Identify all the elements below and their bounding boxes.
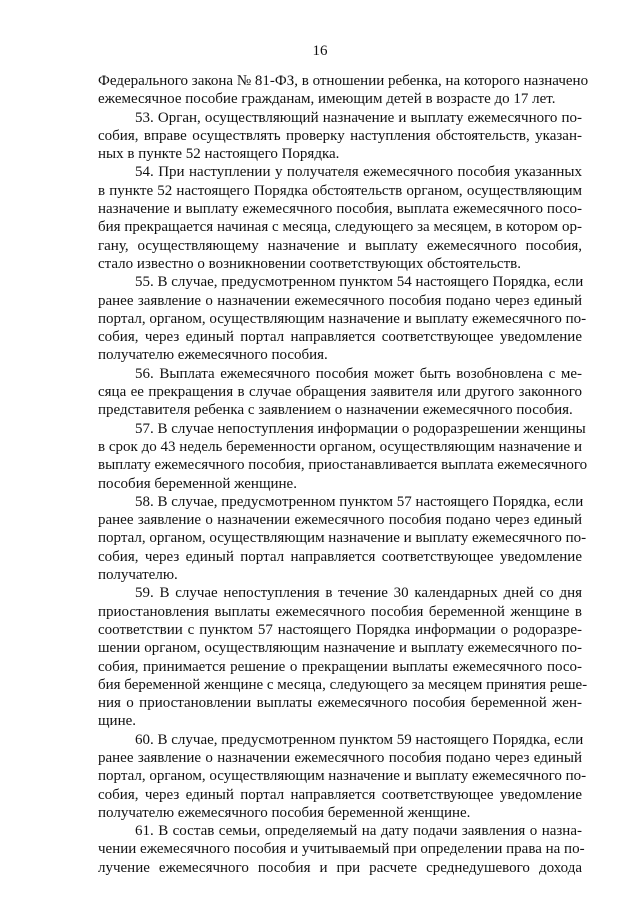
text-line: портал, органом, осуществляющим назначение и выплату ежемесячного по- xyxy=(98,530,587,547)
text-line: выплату ежемесячного пособия, приостанавливается выплата ежемесячного xyxy=(98,457,588,474)
text-line: 53. Орган, осуществляющий назначение и выплату ежемесячного по- xyxy=(135,109,582,126)
text-line: портал, органом, осуществляющим назначение и выплату ежемесячного по- xyxy=(98,768,587,785)
paragraph xyxy=(98,584,588,730)
text-line: бия прекращается начиная с месяца, следующего за месяцем, в котором ор- xyxy=(98,219,582,236)
text-line: 55. В случае, предусмотренном пунктом 54 настоящего Порядка, если xyxy=(135,274,584,291)
text-line: собия, через единый портал направляется соответствующее уведомление xyxy=(98,786,582,803)
text-line: 56. Выплата ежемесячного пособия может быть возобновлена с ме- xyxy=(135,365,582,382)
text-line: в пункте 52 настоящего Порядка обстоятельств органом, осуществляющим xyxy=(98,182,582,199)
text-line: бия беременной женщине с месяца, следующего за месяцем принятия реше- xyxy=(98,676,588,693)
text-line: ранее заявление о назначении ежемесячного пособия подано через единый xyxy=(98,292,582,309)
text-line: гану, осуществляющему назначение и выплату ежемесячного пособия, xyxy=(98,237,582,254)
text-line: портал, органом, осуществляющим назначение и выплату ежемесячного по- xyxy=(98,310,587,327)
paragraph xyxy=(98,273,587,364)
text-line: в срок до 43 недель беременности органом, осуществляющим назначение и xyxy=(98,438,582,455)
text-line: 57. В случае непоступления информации о родоразрешении женщины xyxy=(135,420,586,437)
paragraph xyxy=(98,163,582,273)
text-line: ных в пункте 52 настоящего Порядка. xyxy=(98,146,340,163)
text-line: получателю. xyxy=(98,567,178,584)
text-line: ранее заявление о назначении ежемесячного пособия подано через единый xyxy=(98,512,582,529)
paragraph xyxy=(98,822,585,877)
paragraph xyxy=(98,420,588,493)
text-line: получателю ежемесячного пособия беременной женщине. xyxy=(98,804,471,821)
text-line: 58. В случае, предусмотренном пунктом 57 настоящего Порядка, если xyxy=(135,493,584,510)
text-line: 61. В состав семьи, определяемый на дату подачи заявления о назна- xyxy=(135,823,582,840)
text-line: шении органом, осуществляющим назначение и выплату ежемесячного по- xyxy=(98,640,582,657)
document-body xyxy=(98,72,589,877)
page-number: 16 xyxy=(312,43,328,59)
text-line: 60. В случае, предусмотренном пунктом 59 настоящего Порядка, если xyxy=(135,731,584,748)
text-line: щине. xyxy=(98,713,137,730)
paragraph xyxy=(98,365,582,420)
text-line: соответствии с пунктом 57 настоящего Порядка информации о родоразре- xyxy=(98,621,582,638)
text-line: сяца ее прекращения в случае обращения заявителя или другого законного xyxy=(98,384,582,401)
text-line: приостановления выплаты ежемесячного пособия беременной женщине в xyxy=(98,603,582,620)
text-line: назначение и выплату ежемесячного пособия, выплата ежемесячного посо- xyxy=(98,201,582,218)
text-line: ранее заявление о назначении ежемесячного пособия подано через единый xyxy=(98,749,582,766)
text-line: собия, принимается решение о прекращении выплаты ежемесячного посо- xyxy=(98,658,582,675)
text-line: представителя ребенка с заявлением о назначении ежемесячного пособия. xyxy=(98,402,573,419)
text-line: чении ежемесячного пособия и учитываемый при определении права на по- xyxy=(98,841,585,858)
text-line: собия, через единый портал направляется соответствующее уведомление xyxy=(98,548,582,565)
paragraph xyxy=(98,731,587,822)
text-line: получателю ежемесячного пособия. xyxy=(98,347,328,364)
text-line: ежемесячное пособие гражданам, имеющим детей в возрасте до 17 лет. xyxy=(98,91,556,108)
paragraph xyxy=(98,109,582,164)
paragraph xyxy=(98,72,589,109)
text-line: собия, вправе осуществлять проверку наступления обстоятельств, указан- xyxy=(98,127,582,144)
text-line: 54. При наступлении у получателя ежемесячного пособия указанных xyxy=(135,164,582,181)
text-line: пособия беременной женщине. xyxy=(98,475,297,492)
text-line: собия, через единый портал направляется соответствующее уведомление xyxy=(98,329,582,346)
text-line: стало известно о возникновении соответствующих обстоятельств. xyxy=(98,255,521,272)
paragraph xyxy=(98,493,587,584)
text-line: 59. В случае непоступления в течение 30 календарных дней со дня xyxy=(135,585,582,602)
text-line: Федерального закона № 81-ФЗ, в отношении ребенка, на которого назначено xyxy=(98,73,589,89)
text-line: ния о приостановлении выплаты ежемесячного пособия беременной жен- xyxy=(98,695,582,712)
text-line: лучение ежемесячного пособия и при расчете среднедушевого дохода xyxy=(98,859,582,876)
